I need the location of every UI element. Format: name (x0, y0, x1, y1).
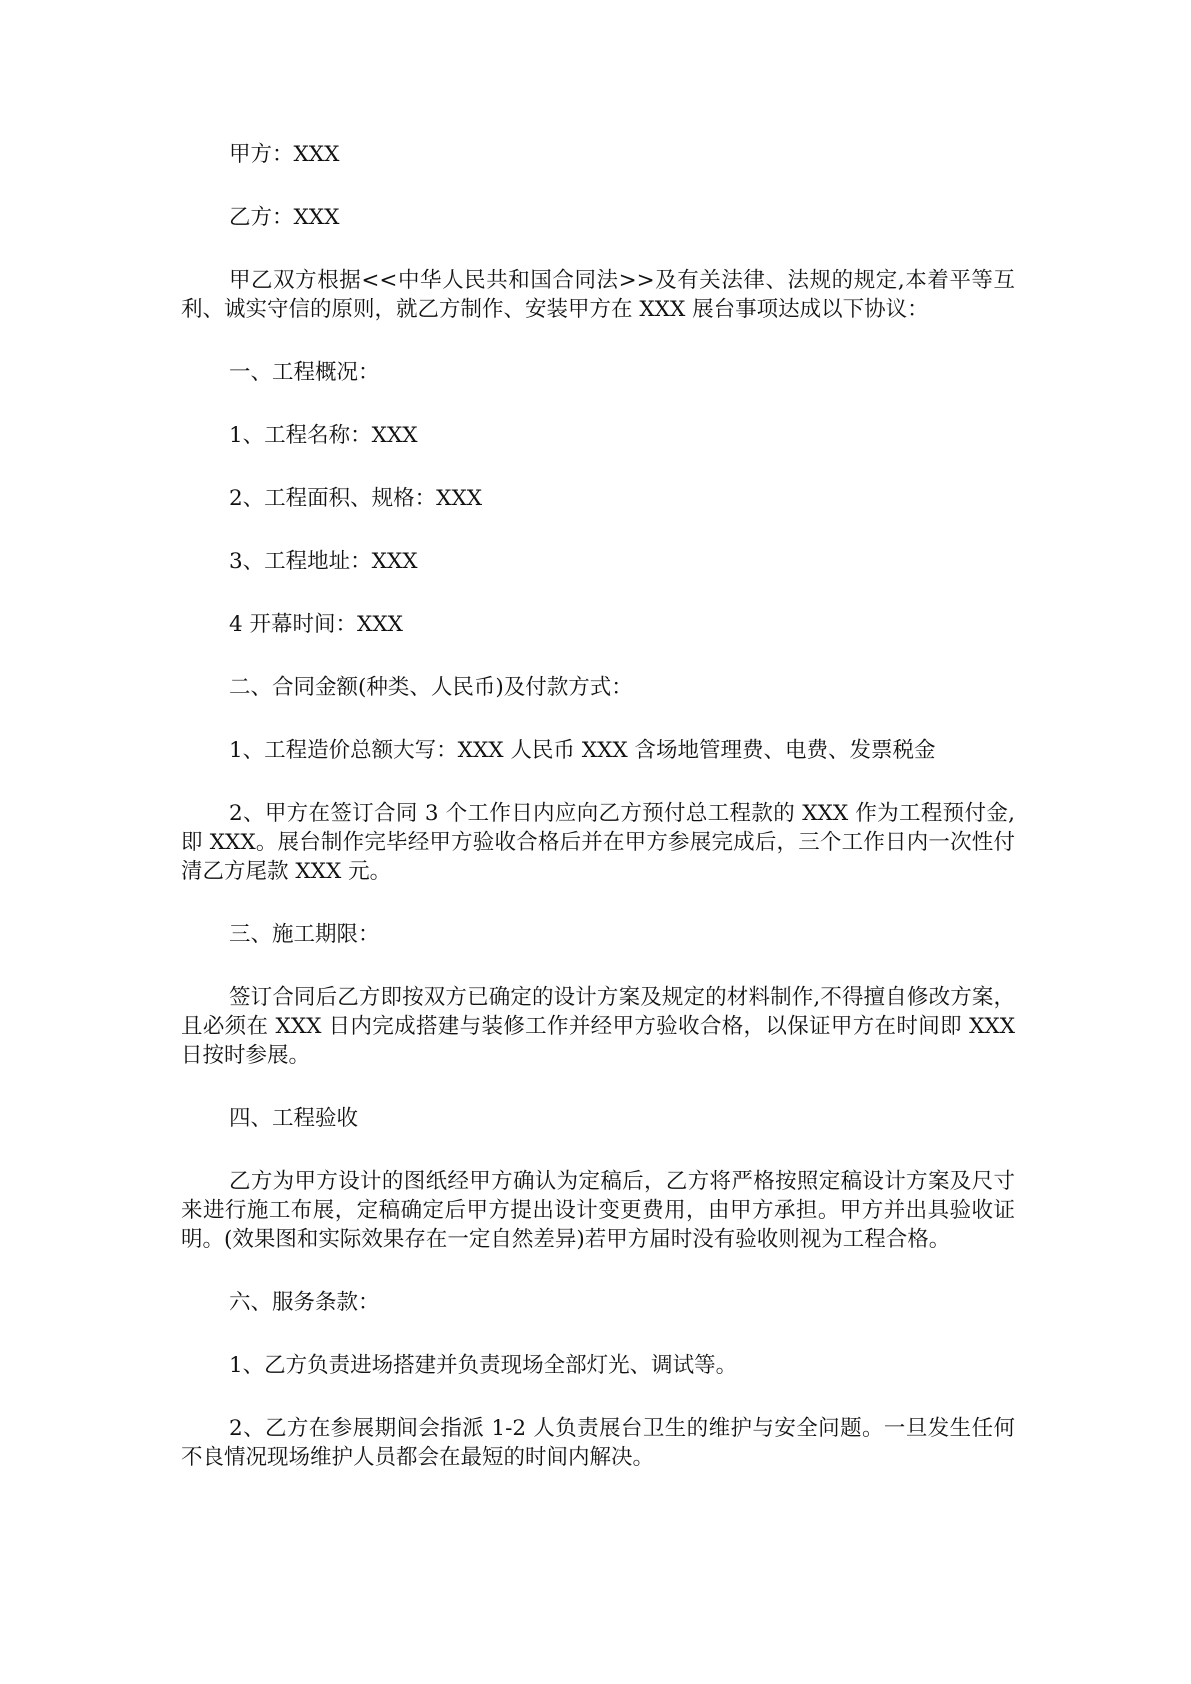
party-a-line: 甲方：XXX (229, 142, 340, 167)
section-heading-contract-amount: 二、合同金额(种类、人民币)及付款方式： (229, 675, 633, 700)
clause-total-cost: 1、工程造价总额大写：XXX 人民币 XXX 含场地管理费、电费、发票税金 (229, 738, 936, 763)
document-body (181, 140, 1015, 1506)
clause-construction-period: 签订合同后乙方即按双方已确定的设计方案及规定的材料制作,不得擅自修改方案，且必须在 XXX 日内完成搭建与装修工作并经甲方验收合格，以保证甲方在时间即 XXX 日按时参展。 (181, 985, 1015, 1068)
section-heading-acceptance: 四、工程验收 (229, 1106, 359, 1131)
clause-project-address: 3、工程地址：XXX (229, 549, 418, 574)
clause-payment-terms: 2、甲方在签订合同 3 个工作日内应向乙方预付总工程款的 XXX 作为工程预付金,即 XXX。展台制作完毕经甲方验收合格后并在甲方参展完成后，三个工作日内一次性付清乙方尾款 XXX 元。 (181, 801, 1015, 884)
clause-service-setup: 1、乙方负责进场搭建并负责现场全部灯光、调试等。 (229, 1353, 738, 1378)
preamble-paragraph: 甲乙双方根据<<中华人民共和国合同法>>及有关法律、法规的规定,本着平等互利、诚实守信的原则，就乙方制作、安装甲方在 XXX 展台事项达成以下协议： (181, 268, 1015, 322)
clause-project-name: 1、工程名称：XXX (229, 423, 418, 448)
section-heading-service-terms: 六、服务条款： (229, 1290, 380, 1315)
clause-opening-time: 4 开幕时间：XXX (229, 612, 403, 637)
clause-acceptance: 乙方为甲方设计的图纸经甲方确认为定稿后，乙方将严格按照定稿设计方案及尺寸来进行施工布展，定稿确定后甲方提出设计变更费用，由甲方承担。甲方并出具验收证明。(效果图和实际效果存在一定自然差异)若甲方届时没有验收则视为工程合格。 (181, 1169, 1015, 1252)
section-heading-construction-period: 三、施工期限： (229, 922, 380, 947)
section-heading-project-overview: 一、工程概况： (229, 360, 380, 385)
clause-project-area: 2、工程面积、规格：XXX (229, 486, 483, 511)
party-b-line: 乙方：XXX (229, 205, 340, 230)
clause-service-maintenance: 2、乙方在参展期间会指派 1-2 人负责展台卫生的维护与安全问题。一旦发生任何不良情况现场维护人员都会在最短的时间内解决。 (181, 1416, 1015, 1470)
